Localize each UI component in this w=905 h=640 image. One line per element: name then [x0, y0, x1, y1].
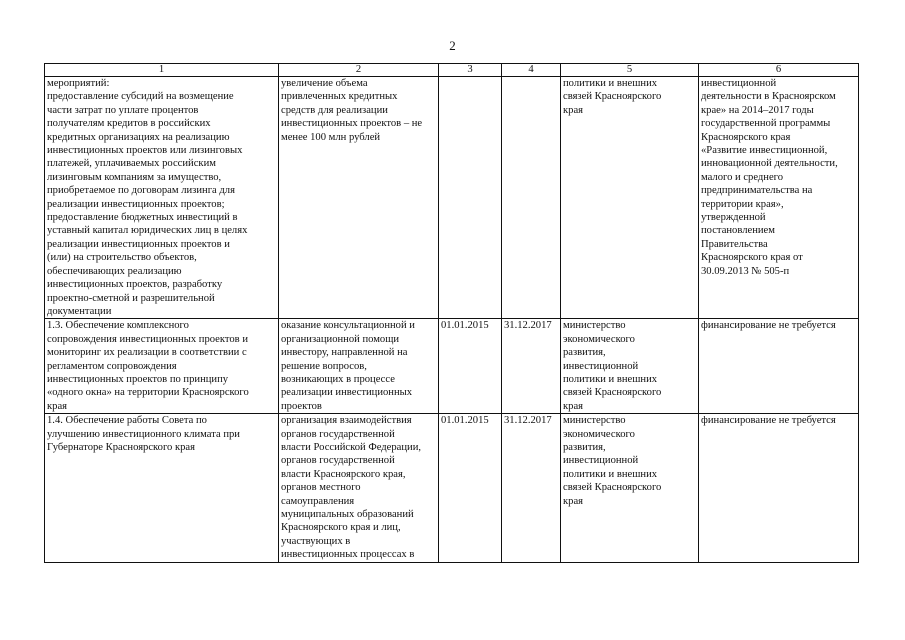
table-row	[45, 319, 859, 414]
column-number: 2	[279, 64, 439, 77]
end-date: 31.12.2017	[502, 414, 561, 562]
column-number-row	[45, 64, 859, 77]
end-date	[502, 77, 561, 319]
expected-result: организация взаимодействия органов государственной власти Российской Федерации, органов государственной власти Красноярского края, органов местного самоуправления муниципальных образований Красноярского края и лиц, участвующих в инвестиционных процессах в	[279, 414, 439, 562]
measure-description: 1.3. Обеспечение комплексного сопровождения инвестиционных проектов и мониторинг их реализации в соответствии с регламентом сопровождения инвестиционных проектов по принципу «одного окна» на территории Красноярского края	[45, 319, 279, 414]
measures-table	[44, 63, 859, 563]
end-date: 31.12.2017	[502, 319, 561, 414]
measure-description: 1.4. Обеспечение работы Совета по улучшению инвестиционного климата при Губернаторе Красноярского края	[45, 414, 279, 562]
funding-source: финансирование не требуется	[699, 319, 859, 414]
column-number: 5	[561, 64, 699, 77]
measure-description: мероприятий: предоставление субсидий на возмещение части затрат по уплате процентов получателям кредитов в российских кредитных организациях на реализацию инвестиционных проектов или лизинговых платежей, уплачиваемых российским лизинговым компаниям за имущество, приобретаемое по договорам лизинга для реализации инвестиционных проектов; предоставление бюджетных инвестиций в уставный капитал юридических лиц в целях реализации инвестиционных проектов и (или) на строительство объектов, обеспечивающих реализацию инвестиционных проектов, разработку проектно-сметной и разрешительной документации	[45, 77, 279, 319]
start-date	[439, 77, 502, 319]
funding-source: финансирование не требуется	[699, 414, 859, 562]
start-date: 01.01.2015	[439, 319, 502, 414]
expected-result: оказание консультационной и организационной помощи инвестору, направленной на решение вопросов, возникающих в процессе реализации инвестиционных проектов	[279, 319, 439, 414]
expected-result: увеличение объема привлеченных кредитных средств для реализации инвестиционных проектов – не менее 100 млн рублей	[279, 77, 439, 319]
responsible-body: политики и внешних связей Красноярского края	[561, 77, 699, 319]
column-number: 1	[45, 64, 279, 77]
start-date: 01.01.2015	[439, 414, 502, 562]
column-number: 4	[502, 64, 561, 77]
responsible-body: министерство экономического развития, инвестиционной политики и внешних связей Красноярского края	[561, 414, 699, 562]
table-row	[45, 77, 859, 319]
funding-source: инвестиционной деятельности в Красноярском крае» на 2014–2017 годы государственной программы Красноярского края «Развитие инвестиционной, инновационной деятельности, малого и среднего предпринимательства на территории края», утвержденной постановлением Правительства Красноярского края от 30.09.2013 № 505-п	[699, 77, 859, 319]
column-number: 3	[439, 64, 502, 77]
page-number: 2	[449, 38, 456, 53]
column-number: 6	[699, 64, 859, 77]
table-row	[45, 414, 859, 562]
responsible-body: министерство экономического развития, инвестиционной политики и внешних связей Красноярского края	[561, 319, 699, 414]
